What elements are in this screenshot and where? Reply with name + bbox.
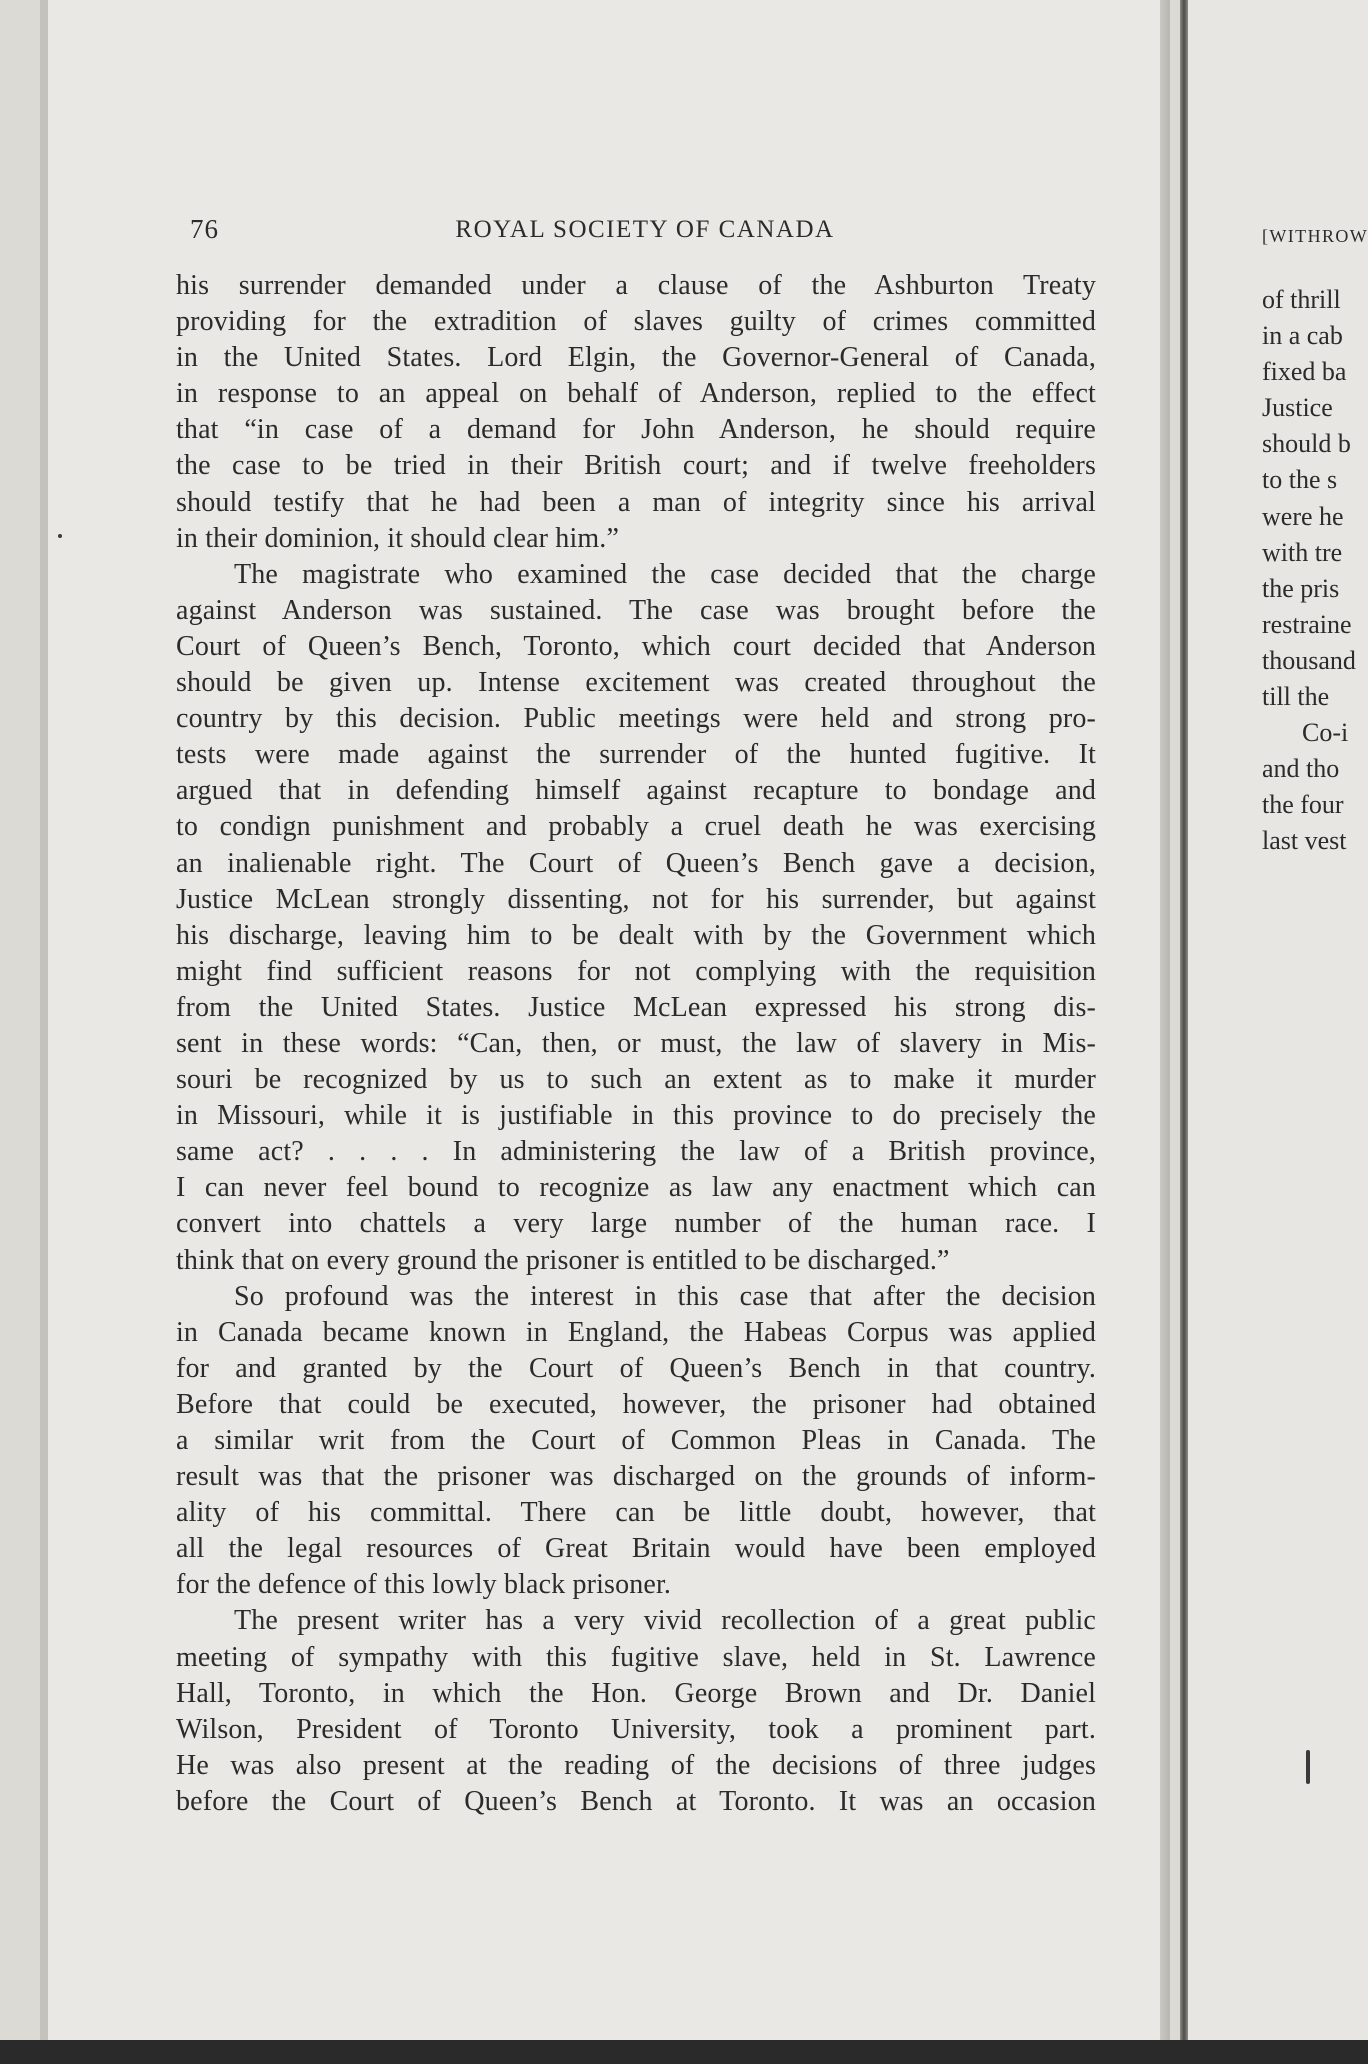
partial-text-line: in a cab [1262, 321, 1343, 351]
text-line: Justice McLean strongly dissenting, not for his surrender, but against [176, 883, 1096, 915]
page-number: 76 [190, 214, 219, 244]
scan-mark [1306, 1750, 1310, 1784]
text-line: in Missouri, while it is justifiable in this province to do precisely the [176, 1100, 1096, 1132]
text-line: in their dominion, it should clear him.” [176, 522, 620, 554]
right-page-running-head: [WITHROW [1262, 226, 1368, 246]
text-line: might find sufficient reasons for not complying with the requisition [176, 955, 1096, 987]
left-page-body-text [176, 268, 1096, 1820]
text-line: the case to be tried in their British court; and if twelve freeholders [176, 450, 1096, 482]
text-line: same act? . . . . In administering the law of a British province, [176, 1136, 1096, 1168]
text-line: sent in these words: “Can, then, or must, the law of slavery in Mis- [176, 1027, 1096, 1059]
text-line: in response to an appeal on behalf of Anderson, replied to the effect [176, 378, 1096, 410]
partial-text-line: Justice [1262, 393, 1333, 423]
partial-text-line: fixed ba [1262, 357, 1347, 387]
text-line: a similar writ from the Court of Common Pleas in Canada. The [176, 1425, 1096, 1456]
text-line: all the legal resources of Great Britain would have been employed [176, 1533, 1096, 1565]
scan-bottom-border [0, 2040, 1368, 2064]
text-line: for and granted by the Court of Queen’s Bench in that country. [176, 1352, 1096, 1384]
text-line: to condign punishment and probably a cruel death he was exercising [176, 811, 1096, 843]
partial-text-line: restraine [1262, 609, 1352, 639]
partial-text-line: and tho [1262, 754, 1340, 784]
partial-text-line: should b [1262, 429, 1351, 459]
text-line: Before that could be executed, however, the prisoner had obtained [176, 1388, 1096, 1420]
text-line: should be given up. Intense excitement was created throughout the [176, 667, 1096, 699]
scan-speck [58, 534, 62, 538]
partial-text-line: were he [1262, 501, 1344, 531]
partial-text-line: of thrill [1262, 285, 1341, 314]
text-line: argued that in defending himself against recapture to bondage and [176, 775, 1096, 807]
text-line: souri be recognized by us to such an extent as to make it murder [176, 1064, 1096, 1096]
text-line: The magistrate who examined the case decided that the charge [234, 558, 1096, 590]
text-line: in the United States. Lord Elgin, the Governor-General of Canada, [176, 342, 1096, 374]
text-line: He was also present at the reading of the decisions of three judges [176, 1749, 1096, 1781]
running-head: ROYAL SOCIETY OF CANADA [455, 216, 835, 243]
text-line: against Anderson was sustained. The case was brought before the [176, 594, 1096, 626]
text-line: Wilson, President of Toronto University, took a prominent part. [176, 1713, 1096, 1745]
text-line: I can never feel bound to recognize as law any enactment which can [176, 1172, 1096, 1204]
text-line: his surrender demanded under a clause of the Ashburton Treaty [176, 270, 1096, 301]
page-header [190, 214, 1100, 254]
text-line: So profound was the interest in this case that after the decision [234, 1280, 1096, 1312]
partial-text-line: Co-i [1302, 718, 1349, 748]
text-line: think that on every ground the prisoner is entitled to be discharged.” [176, 1244, 950, 1276]
text-line: an inalienable right. The Court of Queen’s Bench gave a decision, [176, 847, 1096, 879]
text-line: for the defence of this lowly black prisoner. [176, 1569, 672, 1601]
partial-text-line: the four [1262, 790, 1344, 820]
text-line: tests were made against the surrender of the hunted fugitive. It [176, 739, 1096, 771]
gutter-fold [1180, 0, 1188, 2040]
right-page-body-text [1262, 282, 1368, 860]
partial-text-line: with tre [1262, 537, 1343, 567]
text-line: in Canada became known in England, the Habeas Corpus was applied [176, 1316, 1096, 1348]
partial-text-line: to the s [1262, 465, 1338, 495]
partial-text-line: last vest [1262, 826, 1347, 856]
text-line: before the Court of Queen’s Bench at Toronto. It was an occasion [176, 1785, 1096, 1817]
text-line: his discharge, leaving him to be dealt with by the Government which [176, 919, 1096, 951]
text-line: from the United States. Justice McLean expressed his strong dis- [176, 991, 1096, 1023]
left-margin-shadow [40, 0, 48, 2040]
text-line: meeting of sympathy with this fugitive slave, held in St. Lawrence [176, 1641, 1096, 1673]
text-line: providing for the extradition of slaves guilty of crimes committed [176, 306, 1096, 338]
text-line: ality of his committal. There can be little doubt, however, that [176, 1497, 1096, 1529]
text-line: result was that the prisoner was discharged on the grounds of inform- [176, 1461, 1096, 1493]
text-line: Hall, Toronto, in which the Hon. George Brown and Dr. Daniel [176, 1677, 1096, 1709]
partial-text-line: thousand [1262, 645, 1356, 675]
page-edge-shadow [1160, 0, 1170, 2040]
text-line: country by this decision. Public meetings were held and strong pro- [176, 703, 1096, 735]
text-line: convert into chattels a very large number of the human race. I [176, 1208, 1096, 1240]
text-line: The present writer has a very vivid recollection of a great public [234, 1605, 1096, 1637]
text-line: that “in case of a demand for John Anderson, he should require [176, 414, 1096, 446]
text-line: Court of Queen’s Bench, Toronto, which court decided that Anderson [176, 630, 1096, 662]
partial-text-line: the pris [1262, 573, 1340, 603]
text-line: should testify that he had been a man of integrity since his arrival [176, 486, 1096, 518]
partial-text-line: till the [1262, 682, 1330, 712]
